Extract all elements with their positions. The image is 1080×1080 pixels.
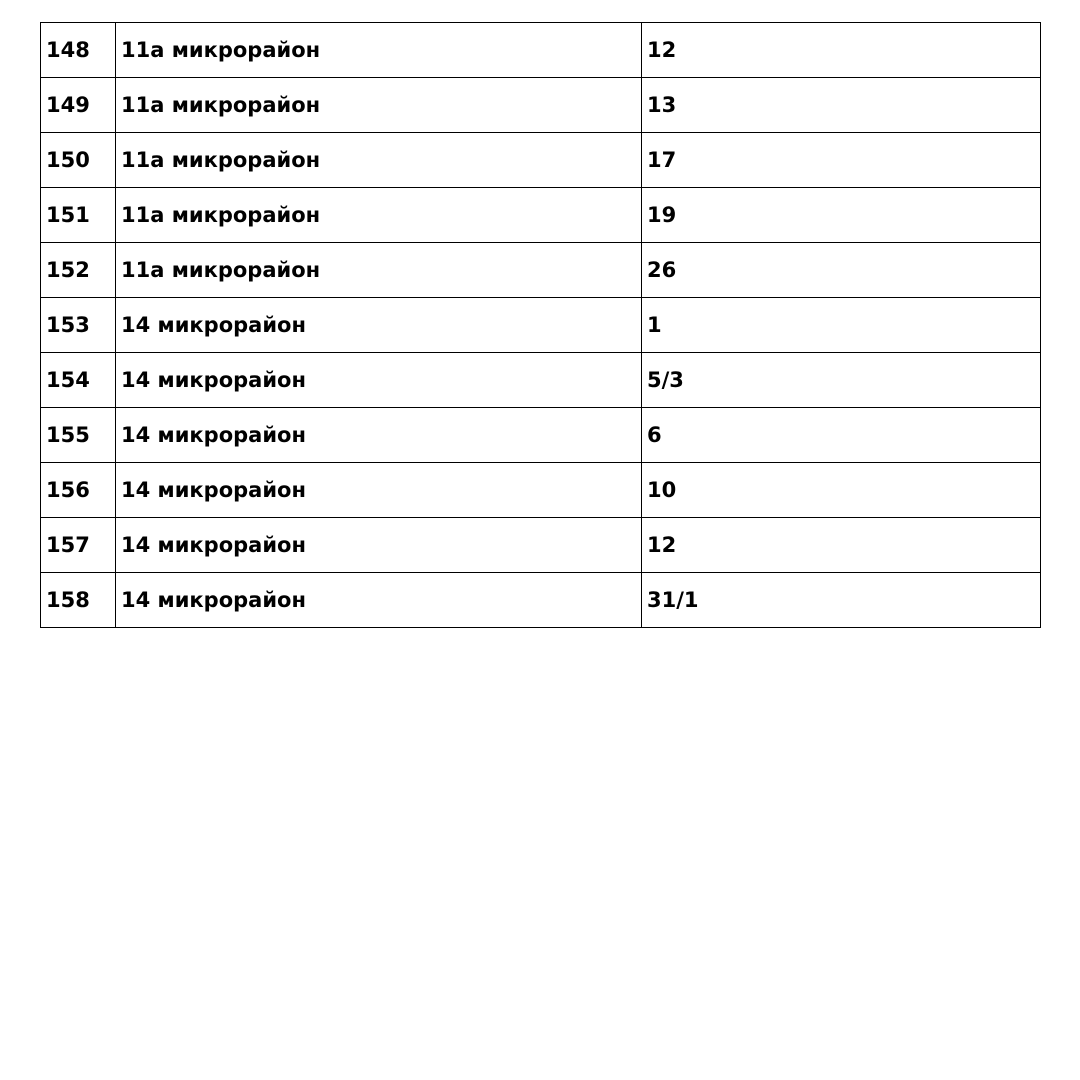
row-number-cell: 155 bbox=[41, 408, 116, 463]
row-number-cell: 154 bbox=[41, 353, 116, 408]
house-number-cell: 1 bbox=[642, 298, 1041, 353]
row-number-cell: 148 bbox=[41, 23, 116, 78]
row-number-cell: 153 bbox=[41, 298, 116, 353]
table-row bbox=[41, 408, 1041, 463]
row-number-cell: 151 bbox=[41, 188, 116, 243]
address-table-body bbox=[41, 23, 1041, 628]
district-cell: 14 микрорайон bbox=[116, 573, 642, 628]
row-number-cell: 158 bbox=[41, 573, 116, 628]
district-cell: 11а микрорайон bbox=[116, 78, 642, 133]
district-cell: 11а микрорайон bbox=[116, 23, 642, 78]
district-cell: 14 микрорайон bbox=[116, 518, 642, 573]
row-number-cell: 149 bbox=[41, 78, 116, 133]
table-row bbox=[41, 463, 1041, 518]
table-row bbox=[41, 573, 1041, 628]
district-cell: 11а микрорайон bbox=[116, 243, 642, 298]
house-number-cell: 17 bbox=[642, 133, 1041, 188]
table-row bbox=[41, 298, 1041, 353]
district-cell: 11а микрорайон bbox=[116, 133, 642, 188]
row-number-cell: 157 bbox=[41, 518, 116, 573]
district-cell: 14 микрорайон bbox=[116, 463, 642, 518]
table-row bbox=[41, 23, 1041, 78]
table-row bbox=[41, 78, 1041, 133]
row-number-cell: 152 bbox=[41, 243, 116, 298]
house-number-cell: 5/3 bbox=[642, 353, 1041, 408]
district-cell: 14 микрорайон bbox=[116, 298, 642, 353]
house-number-cell: 12 bbox=[642, 23, 1041, 78]
table-row bbox=[41, 243, 1041, 298]
table-row bbox=[41, 518, 1041, 573]
house-number-cell: 10 bbox=[642, 463, 1041, 518]
district-cell: 14 микрорайон bbox=[116, 353, 642, 408]
house-number-cell: 19 bbox=[642, 188, 1041, 243]
house-number-cell: 13 bbox=[642, 78, 1041, 133]
house-number-cell: 12 bbox=[642, 518, 1041, 573]
address-table bbox=[40, 22, 1041, 628]
house-number-cell: 6 bbox=[642, 408, 1041, 463]
house-number-cell: 26 bbox=[642, 243, 1041, 298]
table-row bbox=[41, 353, 1041, 408]
row-number-cell: 156 bbox=[41, 463, 116, 518]
district-cell: 11а микрорайон bbox=[116, 188, 642, 243]
house-number-cell: 31/1 bbox=[642, 573, 1041, 628]
row-number-cell: 150 bbox=[41, 133, 116, 188]
table-row bbox=[41, 133, 1041, 188]
table-row bbox=[41, 188, 1041, 243]
district-cell: 14 микрорайон bbox=[116, 408, 642, 463]
